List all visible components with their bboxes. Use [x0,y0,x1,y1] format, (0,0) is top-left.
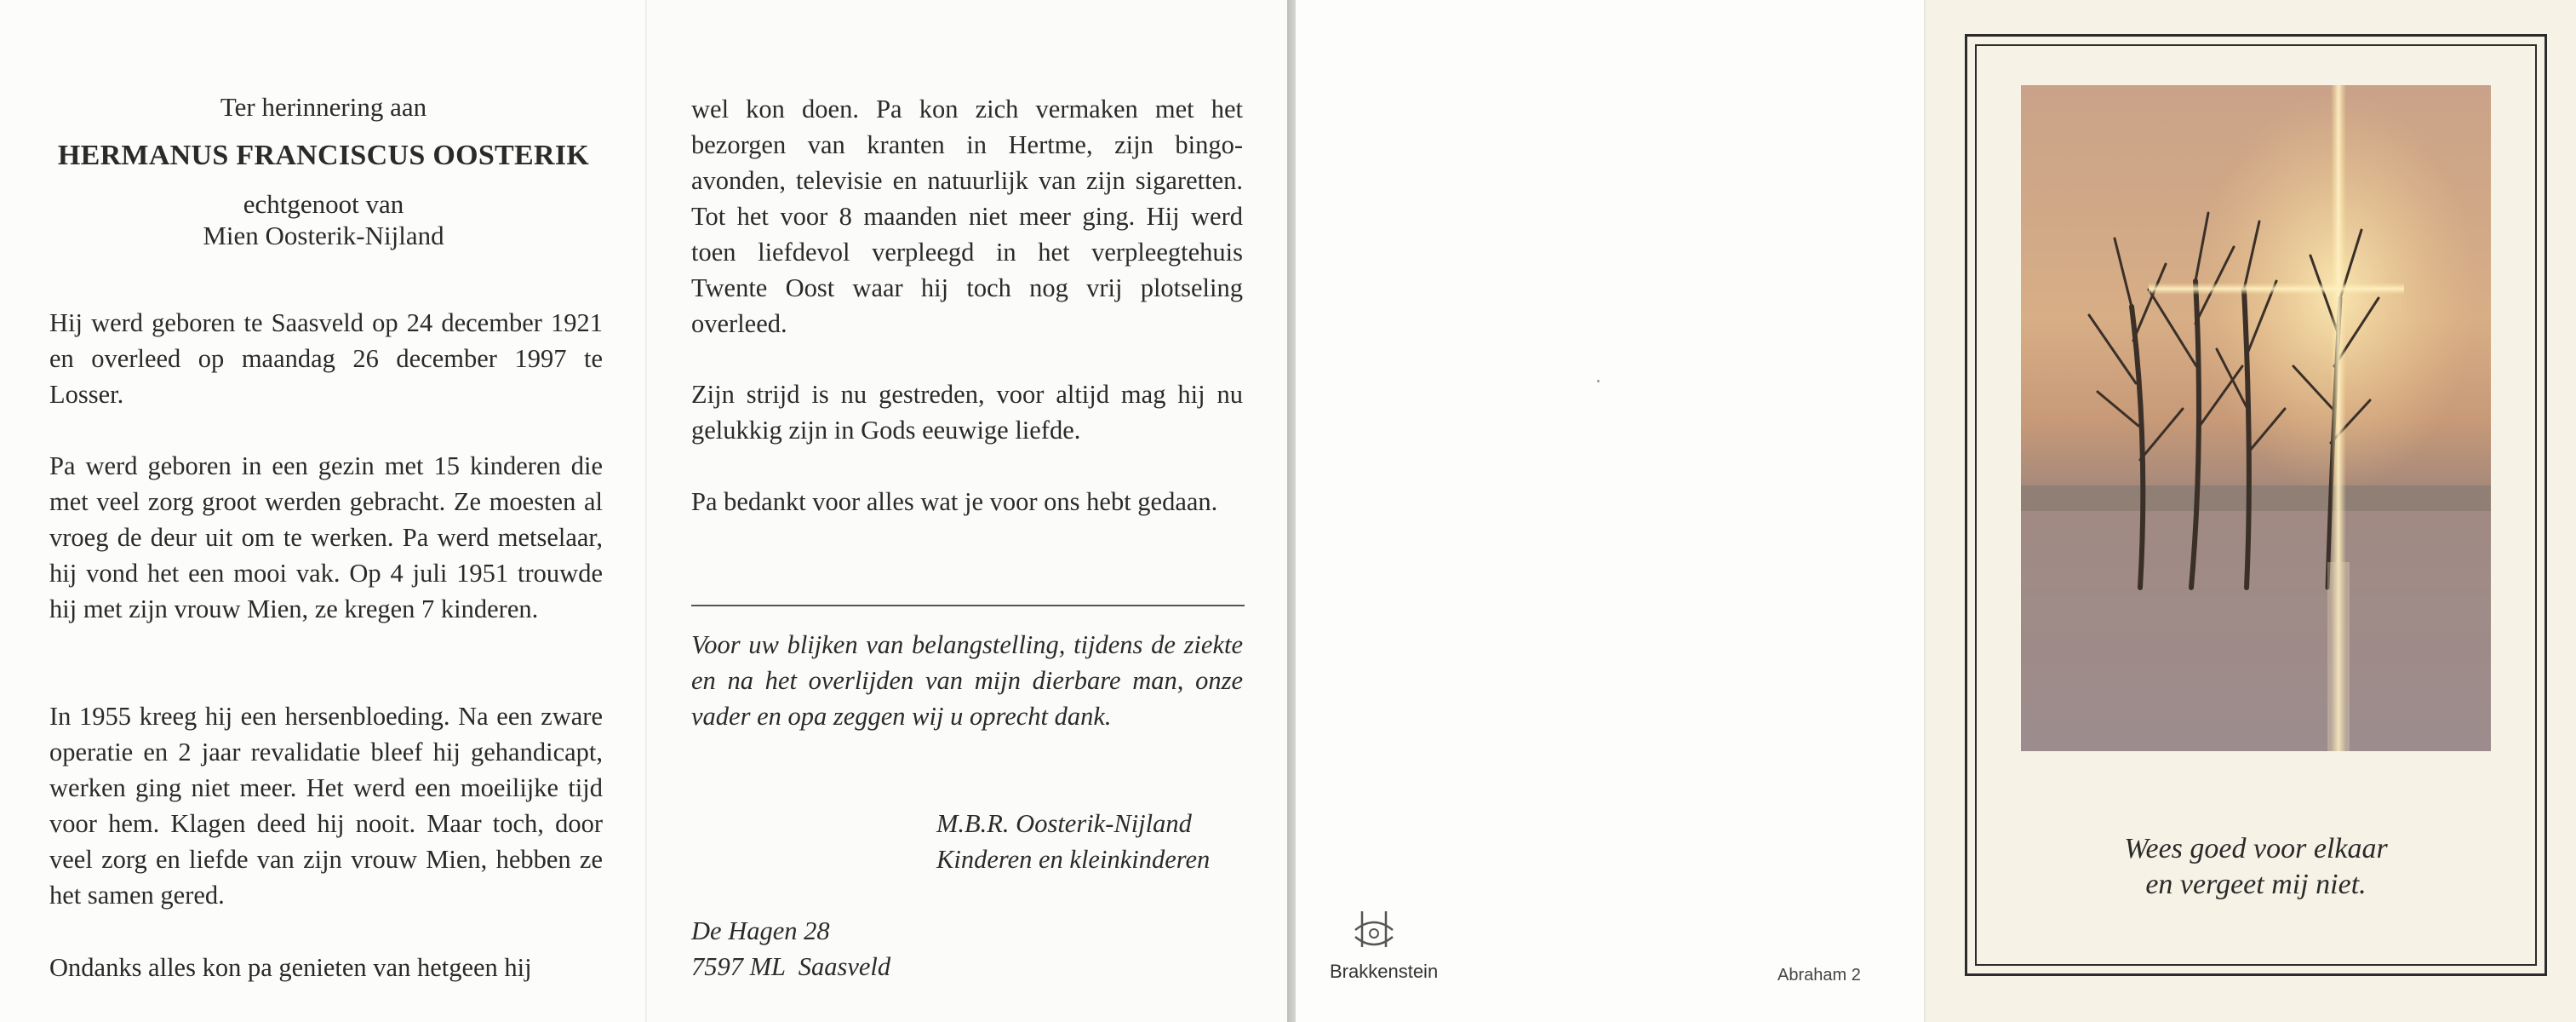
publisher-name: Brakkenstein [1330,961,1439,982]
verse-line-1: Wees goed voor elkaar [2124,833,2388,864]
trees-with-light-cross-photo [2021,85,2491,751]
brakkenstein-logo-icon [1350,903,1398,957]
family-paragraph: Pa werd geboren in een gezin met 15 kinderen die met veel zorg groot werden gebracht. Ze moesten al vroeg de deur uit om te werken. Pa werd metselaar, hij vond het een mooi vak. Op 4 juli 1951 trouwde hij met zijn vrouw Mien, ze kregen 7 kinderen. [49,451,603,623]
address-city: 7597 ML Saasveld [691,952,891,981]
spouse-label: echtgenoot van [243,189,404,219]
verse-line-2: en vergeet mij niet. [2145,869,2367,900]
spouse-name: Mien Oosterik-Nijland [203,221,444,250]
front-cover [1926,0,2576,1022]
intro-line: Ter herinnering aan [220,92,427,122]
illness-paragraph: In 1955 kreeg hij een hersenbloeding. Na een zware operatie en 2 jaar revalidatie bleef hij gehandicapt, werken ging niet meer. Het werd een moeilijke tijd voor hem. Klagen deed hij nooit. Maar toch, door veel zorg en liefde van zijn vrouw Mien, hebben ze het samen gered. [49,702,603,910]
design-code: Abraham 2 [1777,966,1861,985]
back-page [1296,0,1926,1022]
deceased-name: HERMANUS FRANCISCUS OOSTERIK [57,140,590,171]
later-life-paragraph: wel kon doen. Pa kon zich vermaken met het bezorgen van kranten in Hertme, zijn bingo-avonden, televisie en natuurlijk van zijn sigaretten. Tot het voor 8 maanden niet meer ging. Hij werd toen liefdevol verpleegd in het verpleegtehuis Twente Oost waar hij toch nog vrij plotseling overleed. [691,95,1243,338]
signature-widow: M.B.R. Oosterik-Nijland [936,809,1192,838]
address-street: De Hagen 28 [691,916,830,945]
thanks-pa-paragraph: Pa bedankt voor alles wat je voor ons hebt gedaan. [691,487,1218,516]
separator-rule [691,605,1245,606]
card-gap [1287,0,1296,1022]
faith-paragraph: Zijn strijd is nu gestreden, voor altijd mag hij nu gelukkig zijn in Gods eeuwige liefde. [691,380,1243,445]
signature-family: Kinderen en kleinkinderen [936,845,1211,874]
paper-speck [1597,380,1600,382]
middle-page [647,0,1287,1022]
continuation-paragraph: Ondanks alles kon pa genieten van hetgeen hij [49,953,532,982]
acknowledgement-text: Voor uw blijken van belangstelling, tijdens de ziekte en na het overlijden van mijn dierbare man, onze vader en opa zeggen wij u oprecht dank. [691,630,1243,731]
birth-death-paragraph: Hij werd geboren te Saasveld op 24 december 1921 en overleed op maandag 26 december 1997 te Losser. [49,308,603,409]
left-page [0,0,647,1022]
